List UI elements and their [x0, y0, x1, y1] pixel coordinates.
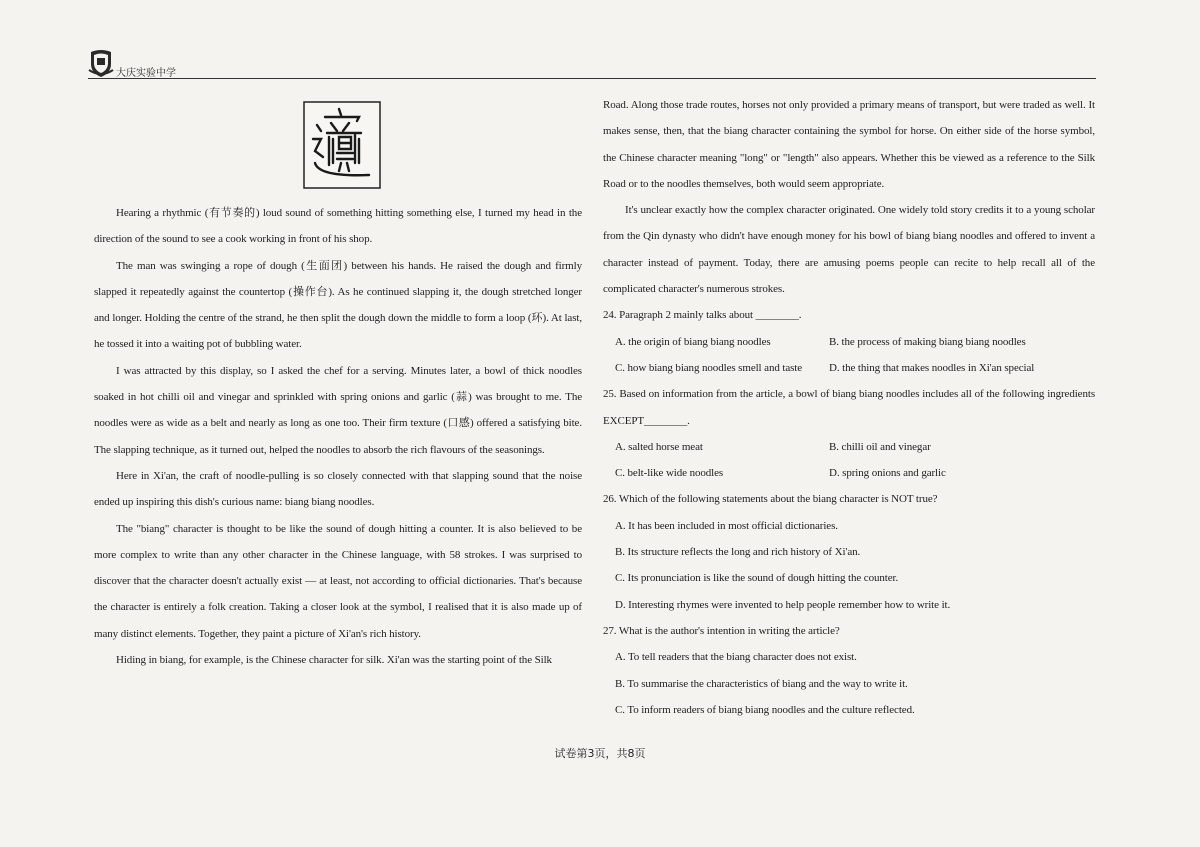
- article-left-column: [94, 200, 582, 673]
- page-number: 试卷第3页，共8页: [554, 747, 646, 760]
- question-27-option-a: A. To tell readers that the biang character does not exist.: [615, 651, 857, 664]
- question-24-options-row-1: [603, 329, 1095, 355]
- question-27-option-b: B. To summarise the characteristics of biang and the way to write it.: [615, 677, 908, 690]
- question-26-option-a: A. It has been included in most official dictionaries.: [615, 519, 838, 532]
- question-24-option-c: C. how biang biang noodles smell and taste: [615, 361, 803, 374]
- question-25-option-d: D. spring onions and garlic: [829, 467, 946, 480]
- article-paragraph: The man was swinging a rope of dough (生面团) between his hands. He raised the dough and firmly slapped it repeatedly against the countertop (操作台). As he continued slapping it, the dough stretched longer and longer. Holding the centre of the strand, he then split the dough down the middle to form a loop (环). At last, he tossed it into a waiting pot of bubbling water.: [94, 259, 582, 351]
- article-paragraph: I was attracted by this display, so I asked the chef for a serving. Minutes later, a bowl of thick noodles soaked in hot chilli oil and vinegar and sprinkled with spring onions and garlic (蒜) was brought to me. The noodles were as wide as a belt and nearly as long as one too. Their firm texture (口感) offered a satisfying bite. The slapping technique, as it turned out, helped the noodles to absorb the rich flavours of the seasonings.: [94, 364, 582, 456]
- article-paragraph-continued: Road. Along those trade routes, horses not only provided a primary means of transport, but were traded as well. It makes sense, then, that the biang character containing the symbol for horse. On either side of the horse symbol, the Chinese character meaning "long" or "length" also appears. Whether this be viewed as a reference to the Silk Road or to the noodles themselves, both would seem appropriate.: [603, 99, 1095, 190]
- question-24-option-b: B. the process of making biang biang noodles: [829, 335, 1026, 348]
- article-right-column: [603, 92, 1095, 723]
- article-paragraph: Hiding in biang, for example, is the Chinese character for silk. Xi'an was the starting point of the Silk: [116, 654, 552, 667]
- article-paragraph: Hearing a rhythmic (有节奏的) loud sound of something hitting something else, I turned my head in the direction of the sound to see a cook working in front of his shop.: [94, 207, 582, 246]
- question-25-options-row-1: [603, 434, 1095, 460]
- question-25-stem: 25. Based on information from the article, a bowl of biang biang noodles includes all of the following ingredients EXCEPT________.: [603, 388, 1095, 427]
- question-25-option-c: C. belt-like wide noodles: [615, 467, 724, 480]
- question-24-option-a: A. the origin of biang biang noodles: [615, 335, 771, 348]
- question-26-option-b: B. Its structure reflects the long and rich history of Xi'an.: [615, 546, 861, 559]
- question-26-option-c: C. Its pronunciation is like the sound of dough hitting the counter.: [615, 572, 899, 585]
- question-25-option-a: A. salted horse meat: [615, 440, 703, 453]
- question-24-options-row-2: [603, 355, 1095, 381]
- question-24-option-d: D. the thing that makes noodles in Xi'an special: [829, 361, 1035, 374]
- school-name: 大庆实验中学: [116, 68, 176, 79]
- question-26-option-d: D. Interesting rhymes were invented to help people remember how to write it.: [615, 598, 951, 611]
- page-header: [88, 48, 1096, 82]
- header-rule: [88, 78, 1096, 79]
- question-25-options-row-2: [603, 460, 1095, 486]
- article-paragraph: Here in Xi'an, the craft of noodle-pulling is so closely connected with that slapping sound that the noise ended up inspiring this dish's curious name: biang biang noodles.: [94, 469, 582, 509]
- question-26-stem: 26. Which of the following statements about the biang character is NOT true?: [603, 493, 938, 506]
- question-27-option-c: C. To inform readers of biang biang noodles and the culture reflected.: [615, 703, 915, 716]
- school-crest-icon: [88, 48, 114, 78]
- question-25-option-b: B. chilli oil and vinegar: [829, 440, 931, 453]
- biang-character-image: [303, 101, 381, 189]
- article-paragraph: It's unclear exactly how the complex character originated. One widely told story credits it to a young scholar from the Qin dynasty who didn't have enough money for his bowl of biang biang noodles and offered to invent a character instead of payment. Today, there are amusing poems people can recite to help recall all of the complicated character's numerous strokes.: [603, 204, 1095, 296]
- question-24-stem: 24. Paragraph 2 mainly talks about ________.: [603, 309, 802, 322]
- article-paragraph: The "biang" character is thought to be like the sound of dough hitting a counter. It is also believed to be more complex to write than any other character in the Chinese language, with 58 strokes. I was surprised to discover that the character doesn't actually exist — at least, not according to official dictionaries. That's because the character is entirely a folk creation. Taking a closer look at the symbol, I realised that it is also made up of many distinct elements. Together, they paint a picture of Xi'an's rich history.: [94, 522, 582, 640]
- question-27-stem: 27. What is the author's intention in writing the article?: [603, 624, 840, 637]
